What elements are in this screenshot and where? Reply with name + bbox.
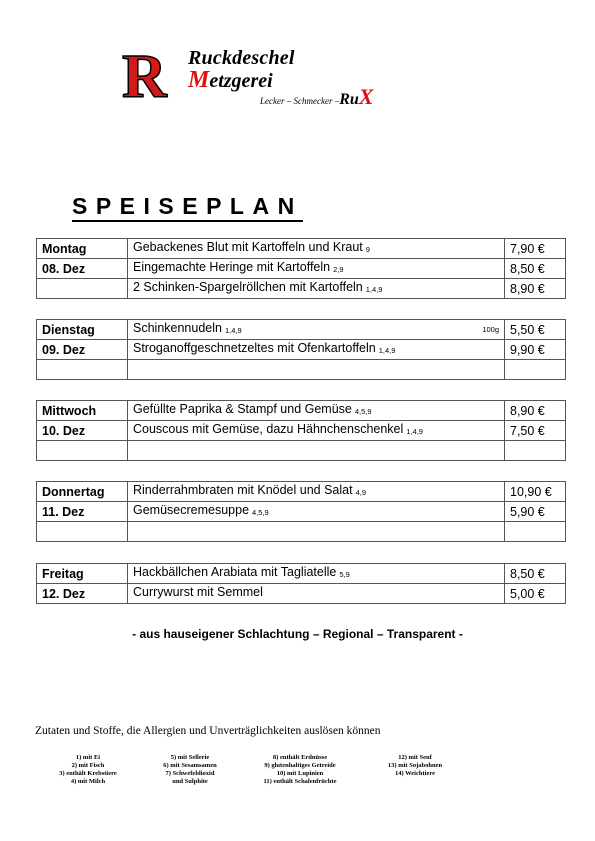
allergy-item: 9) glutenhaltiges Getreide: [264, 762, 336, 769]
allergy-item: 13) mit Sojabohnen: [387, 762, 443, 769]
empty-cell: [37, 522, 128, 542]
dish-cell: [128, 502, 505, 522]
butcher-logo: [120, 45, 420, 109]
price: 8,90 €: [505, 279, 566, 299]
day-table: [36, 238, 566, 299]
menu-row: [37, 482, 566, 502]
r-logo-icon: [120, 47, 182, 101]
dish-cell: [128, 279, 505, 299]
day-date: 09. Dez: [37, 340, 128, 360]
menu-row: [37, 502, 566, 522]
menu-row: [37, 564, 566, 584]
allergen-codes: 1,4,9: [365, 285, 383, 294]
allergy-item: 6) mit Sesamsamen: [163, 762, 217, 769]
menu-row: [37, 320, 566, 340]
menu-row: [37, 401, 566, 421]
rux-x: X: [358, 84, 374, 109]
menu-row: [37, 340, 566, 360]
dish-cell: [128, 482, 505, 502]
allergen-codes: 2,9: [333, 265, 344, 274]
dish-cell: [128, 564, 505, 584]
brand-initial: M: [188, 67, 210, 93]
dish-name: Rinderrahmbraten mit Knödel und Salat: [133, 483, 353, 497]
allergy-item: 3) enthält Krebstiere: [59, 770, 117, 777]
menu-row: [37, 239, 566, 259]
day-date: 11. Dez: [37, 502, 128, 522]
allergy-item: 4) mit Milch: [70, 778, 106, 785]
allergen-codes: 1,4,9: [224, 326, 242, 335]
allergy-column: [365, 754, 465, 778]
rux-main: Ru: [339, 91, 359, 108]
menu-row: [37, 279, 566, 299]
price: 10,90 €: [505, 482, 566, 502]
allergy-item: 5) mit Sellerie: [170, 754, 210, 761]
price: [505, 441, 566, 461]
allergy-item: 1) mit Ei: [75, 754, 101, 761]
price: 8,90 €: [505, 401, 566, 421]
day-date: 12. Dez: [37, 584, 128, 604]
day-date: 08. Dez: [37, 259, 128, 279]
allergy-item: 14) Weichtiere: [394, 770, 435, 777]
dish-cell: [128, 239, 505, 259]
allergy-item: 11) enthält Schalenfrüchte: [263, 778, 337, 785]
rux-mark: [339, 84, 374, 109]
price: 9,90 €: [505, 340, 566, 360]
allergy-column: [140, 754, 240, 786]
dish-cell: [128, 522, 505, 542]
dish-name: Hackbällchen Arabiata mit Tagliatelle: [133, 565, 337, 579]
slogan: [260, 84, 373, 110]
dish-name: Schinkennudeln: [133, 321, 222, 335]
empty-cell: [37, 441, 128, 461]
allergy-item: 7) Schwefeldioxid: [165, 770, 215, 777]
empty-cell: [37, 279, 128, 299]
tagline: - aus hauseigener Schlachtung – Regional – Transparent -: [132, 627, 463, 641]
price: 7,50 €: [505, 421, 566, 441]
dish-name: Gebackenes Blut mit Kartoffeln und Kraut: [133, 240, 363, 254]
menu-row: [37, 360, 566, 380]
allergen-codes: 9: [365, 245, 370, 254]
day-table: [36, 563, 566, 604]
menu-row: [37, 522, 566, 542]
allergy-item: 8) enthält Erdnüsse: [272, 754, 328, 761]
price: [505, 360, 566, 380]
day-name: Freitag: [37, 564, 128, 584]
dish-name: Gefüllte Paprika & Stampf und Gemüse: [133, 402, 352, 416]
allergy-item: 2) mit Fisch: [71, 762, 105, 769]
slogan-text: Lecker – Schmecker –: [260, 96, 340, 106]
price: 5,90 €: [505, 502, 566, 522]
day-name: Dienstag: [37, 320, 128, 340]
dish-cell: [128, 441, 505, 461]
allergy-title: Zutaten und Stoffe, die Allergien und Unverträglichkeiten auslösen können: [35, 725, 381, 737]
allergy-column: [250, 754, 350, 786]
dish-cell: [128, 259, 505, 279]
empty-cell: [37, 360, 128, 380]
day-table: [36, 481, 566, 542]
dish-cell: [128, 421, 505, 441]
day-name: Donnertag: [37, 482, 128, 502]
dish-name: Eingemachte Heringe mit Kartoffeln: [133, 260, 331, 274]
svg-text:R: R: [122, 47, 167, 101]
dish-cell: [128, 401, 505, 421]
allergen-codes: 1,4,9: [378, 346, 396, 355]
dish-name: 2 Schinken-Spargelröllchen mit Kartoffeln: [133, 280, 363, 294]
menu-row: [37, 421, 566, 441]
allergy-column: [38, 754, 138, 786]
day-name: Mittwoch: [37, 401, 128, 421]
allergy-item: 12) mit Senf: [398, 754, 432, 761]
menu-row: [37, 441, 566, 461]
brand-name-line1: Ruckdeschel: [188, 47, 295, 69]
price: 5,50 €: [505, 320, 566, 340]
dish-name: Gemüsecremesuppe: [133, 503, 250, 517]
price: 7,90 €: [505, 239, 566, 259]
dish-name: Currywurst mit Semmel: [133, 585, 263, 599]
dish-weight: 100g: [482, 325, 499, 334]
allergen-codes: 5,9: [339, 570, 350, 579]
dish-cell: [128, 584, 505, 604]
menu-row: [37, 584, 566, 604]
allergy-item: 10) mit Lupinien: [276, 770, 324, 777]
price: 8,50 €: [505, 564, 566, 584]
day-date: 10. Dez: [37, 421, 128, 441]
brand-name-rest: etzgerei: [209, 70, 273, 92]
day-table: [36, 400, 566, 461]
day-name: Montag: [37, 239, 128, 259]
menu-row: [37, 259, 566, 279]
page-title: SPEISEPLAN: [72, 193, 303, 222]
dish-name: Stroganoffgeschnetzeltes mit Ofenkartoffeln: [133, 341, 376, 355]
dish-name: Couscous mit Gemüse, dazu Hähnchenschenkel: [133, 422, 404, 436]
price: 8,50 €: [505, 259, 566, 279]
allergen-codes: 1,4,9: [406, 427, 423, 436]
dish-cell: [128, 340, 505, 360]
price: 5,00 €: [505, 584, 566, 604]
dish-cell: [128, 360, 505, 380]
allergen-codes: 4,5,9: [354, 407, 372, 416]
allergen-codes: 4,9: [355, 488, 367, 497]
price: [505, 522, 566, 542]
dish-cell: [128, 320, 505, 340]
day-table: [36, 319, 566, 380]
allergy-item: und Sulphite: [172, 778, 208, 785]
allergen-codes: 4,5,9: [252, 508, 269, 517]
